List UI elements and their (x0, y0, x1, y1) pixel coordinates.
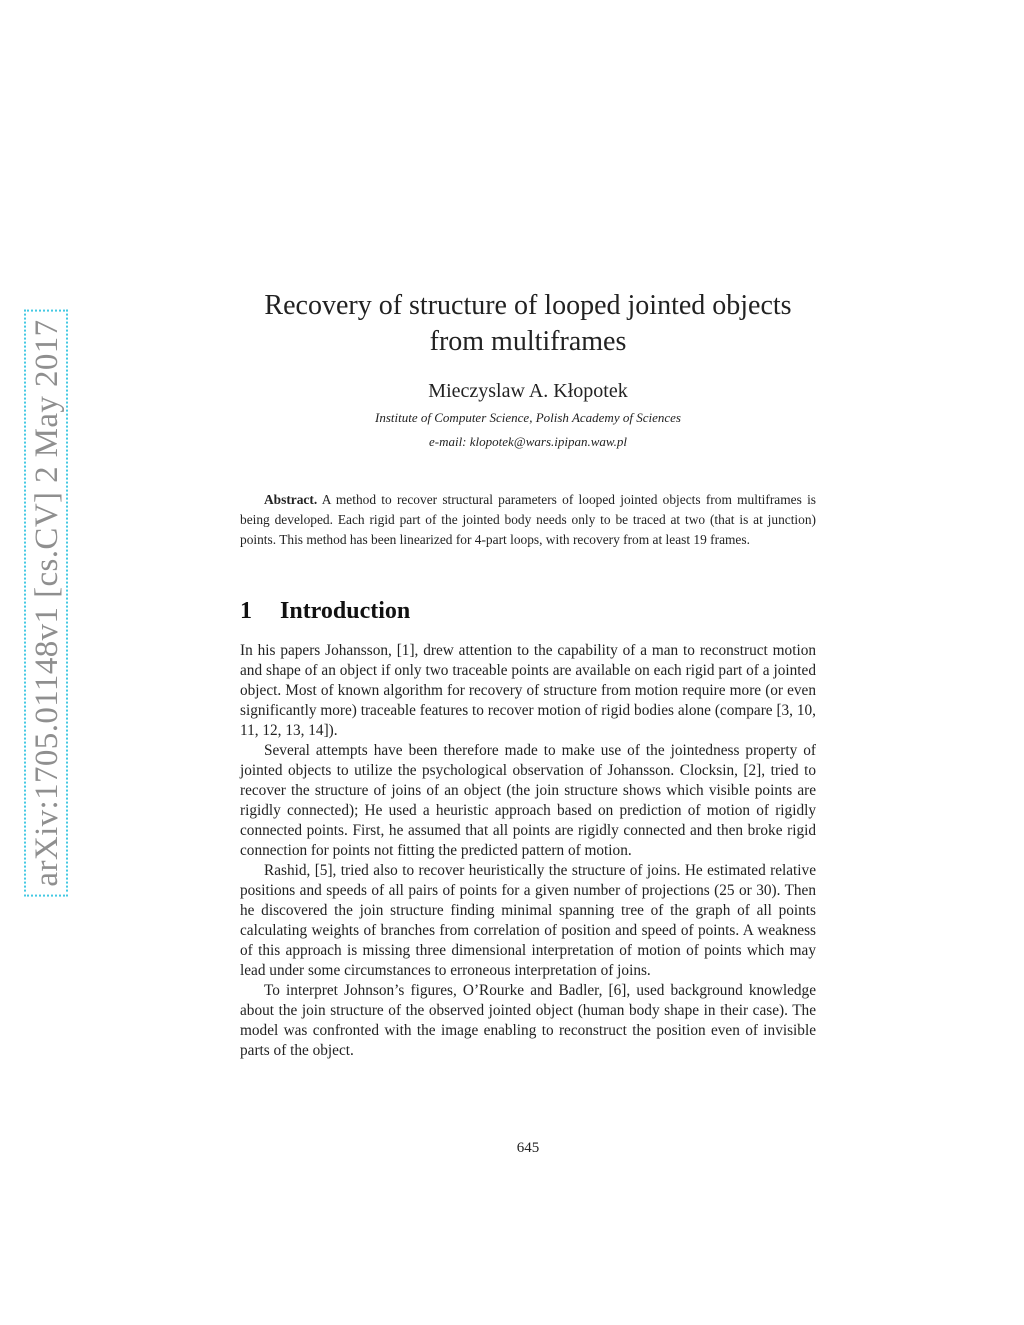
author-email: e-mail: klopotek@wars.ipipan.waw.pl (428, 434, 628, 449)
author-affiliation: Institute of Computer Science, Polish Academy of Sciences (375, 410, 681, 425)
abstract-heading: Abstract. (264, 492, 318, 507)
title-line-1: Recovery of structure of looped jointed objects (264, 290, 792, 321)
abstract-text: A method to recover structural parameters of looped jointed objects from multiframes is being developed. Each rigid part of the jointed body needs only to be traced at two (that is at junction) points. This method has been linearized for 4-part loops, with recovery from at least 19 frames. (240, 492, 817, 548)
section-title: Introduction (280, 598, 411, 624)
paragraph-4: To interpret Johnson’s figures, O’Rourke and Badler, [6], used background knowledge about the join structure of the observed jointed object (human body shape in their case). The model was confronted with the image enabling to reconstruct the position even of invisible parts of the object. (240, 982, 816, 1059)
abstract (240, 490, 816, 551)
arxiv-identifier: arXiv:1705.01148v1 [cs.CV] 2 May 2017 (24, 309, 68, 896)
title-line-2: from multiframes (429, 326, 627, 357)
author-name: Mieczyslaw A. Kłopotek (428, 380, 628, 402)
section-heading (240, 598, 410, 625)
paragraph-1: In his papers Johansson, [1], drew attention to the capability of a man to reconstruct motion and shape of an object if only two traceable points are available on each rigid part of a jointed object. Most of known algorithm for recovery of structure from motion require more (or even significantly more) traceable features to recover motion of rigid bodies alone (compare [3, 10, 11, 12, 13, 14]). (240, 642, 816, 739)
paper-title (228, 288, 828, 360)
page-number: 645 (516, 1140, 540, 1156)
body-text (240, 641, 816, 1061)
paragraph-2: Several attempts have been therefore made to make use of the jointedness property of jointed objects to utilize the psychological observation of Johansson. Clocksin, [2], tried to recover the structure of joins of an object (the join structure shows which visible points are rigidly connected); He used a heuristic approach based on prediction of motion of rigidly connected points. First, he assumed that all points are rigidly connected and then broke rigid connection for points not fitting the predicted pattern of motion. (240, 742, 816, 859)
section-number: 1 (240, 598, 252, 624)
paragraph-3: Rashid, [5], tried also to recover heuristically the structure of joins. He estimated relative positions and speeds of all pairs of points for a given number of projections (25 or 30). Then he discovered the join structure finding minimal spanning tree of the graph of all points calculating weights of branches from correlation of position and speed of points. A weakness of this approach is missing three dimensional interpretation of motion of points which may lead under some circumstances to erroneous interpretation of joins. (240, 862, 816, 979)
